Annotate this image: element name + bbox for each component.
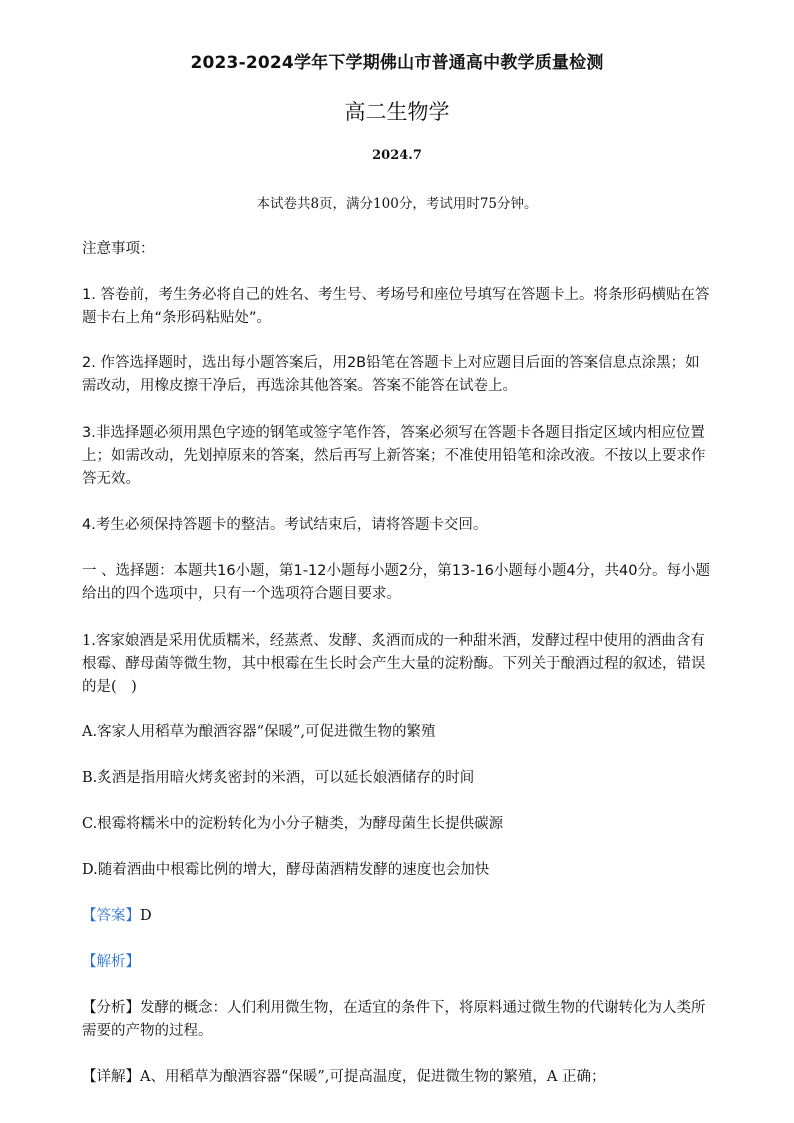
question-1-stem: 1.客家娘酒是采用优质糯米，经蒸煮、发酵、炙酒而成的一种甜米酒，发酵过程中使用的酒曲含有根霉、酵母菌等微生物，其中根霉在生长时会产生大量的淀粉酶。下列关于酿酒过程的叙述，错误的是( ) (82, 633, 706, 695)
exam-meta: 本试卷共8页，满分100分，考试用时75分钟。 (256, 196, 538, 212)
exam-title: 2023-2024学年下学期佛山市普通高中教学质量检测 (190, 53, 604, 73)
exam-subject: 高二生物学 (344, 100, 450, 124)
answer-label: 【答案】 (82, 908, 140, 924)
xiangjie-paragraph (82, 1066, 714, 1089)
notice-item-4: 4.考生必须保持答题卡的整洁。考试结束后，请将答题卡交回。 (82, 517, 488, 533)
xiangjie-label: 【详解】 (82, 1069, 140, 1085)
xiangjie-text: A、用稻草为酿酒容器“保暖”,可提高温度，促进微生物的繁殖，A 正确； (140, 1069, 606, 1085)
analysis-label: 【解析】 (82, 954, 140, 970)
notice-item-1: 1. 答卷前，考生务必将自己的姓名、考生号、考场号和座位号填写在答题卡上。将条形码横贴在答题卡右上角“条形码粘贴处”。 (82, 287, 710, 326)
fenxi-label: 【分析】 (82, 1000, 140, 1016)
notice-heading: 注意事项： (82, 241, 155, 257)
analysis-heading (82, 951, 714, 974)
section-heading: 一 、选择题：本题共16小题，第1-12小题每小题2分，第13-16小题每小题4分，共40分。每小题给出的四个选项中，只有一个选项符合题目要求。 (82, 563, 710, 602)
question-1-option-a: A.客家人用稻草为酿酒容器“保暖”,可促进微生物的繁殖 (82, 724, 436, 740)
fenxi-text: 发酵的概念：人们利用微生物，在适宜的条件下，将原料通过微生物的代谢转化为人类所需要的产物的过程。 (82, 1000, 706, 1039)
notice-item-3: 3.非选择题必须用黑色字迹的钢笔或签字笔作答，答案必须写在答题卡各题目指定区域内相应位置上；如需改动，先划掉原来的答案，然后再写上新答案；不准使用铅笔和涂改液。不按以上要求作答无效。 (82, 425, 706, 487)
question-1-option-d: D.随着酒曲中根霉比例的增大，酵母菌酒精发酵的速度也会加快 (82, 862, 490, 878)
exam-date: 2024.7 (372, 148, 422, 163)
answer-value: D (140, 908, 152, 924)
answer-line (82, 905, 714, 928)
question-1-option-b: B.炙酒是指用暗火烤炙密封的米酒，可以延长娘酒储存的时间 (82, 770, 475, 786)
fenxi-paragraph (82, 997, 714, 1043)
notice-item-2: 2. 作答选择题时，选出每小题答案后，用2B铅笔在答题卡上对应题目后面的答案信息点涂黑；如需改动，用橡皮擦干净后，再选涂其他答案。答案不能答在试卷上。 (82, 355, 700, 394)
question-1-option-c: C.根霉将糯米中的淀粉转化为小分子糖类，为酵母菌生长提供碳源 (82, 816, 504, 832)
